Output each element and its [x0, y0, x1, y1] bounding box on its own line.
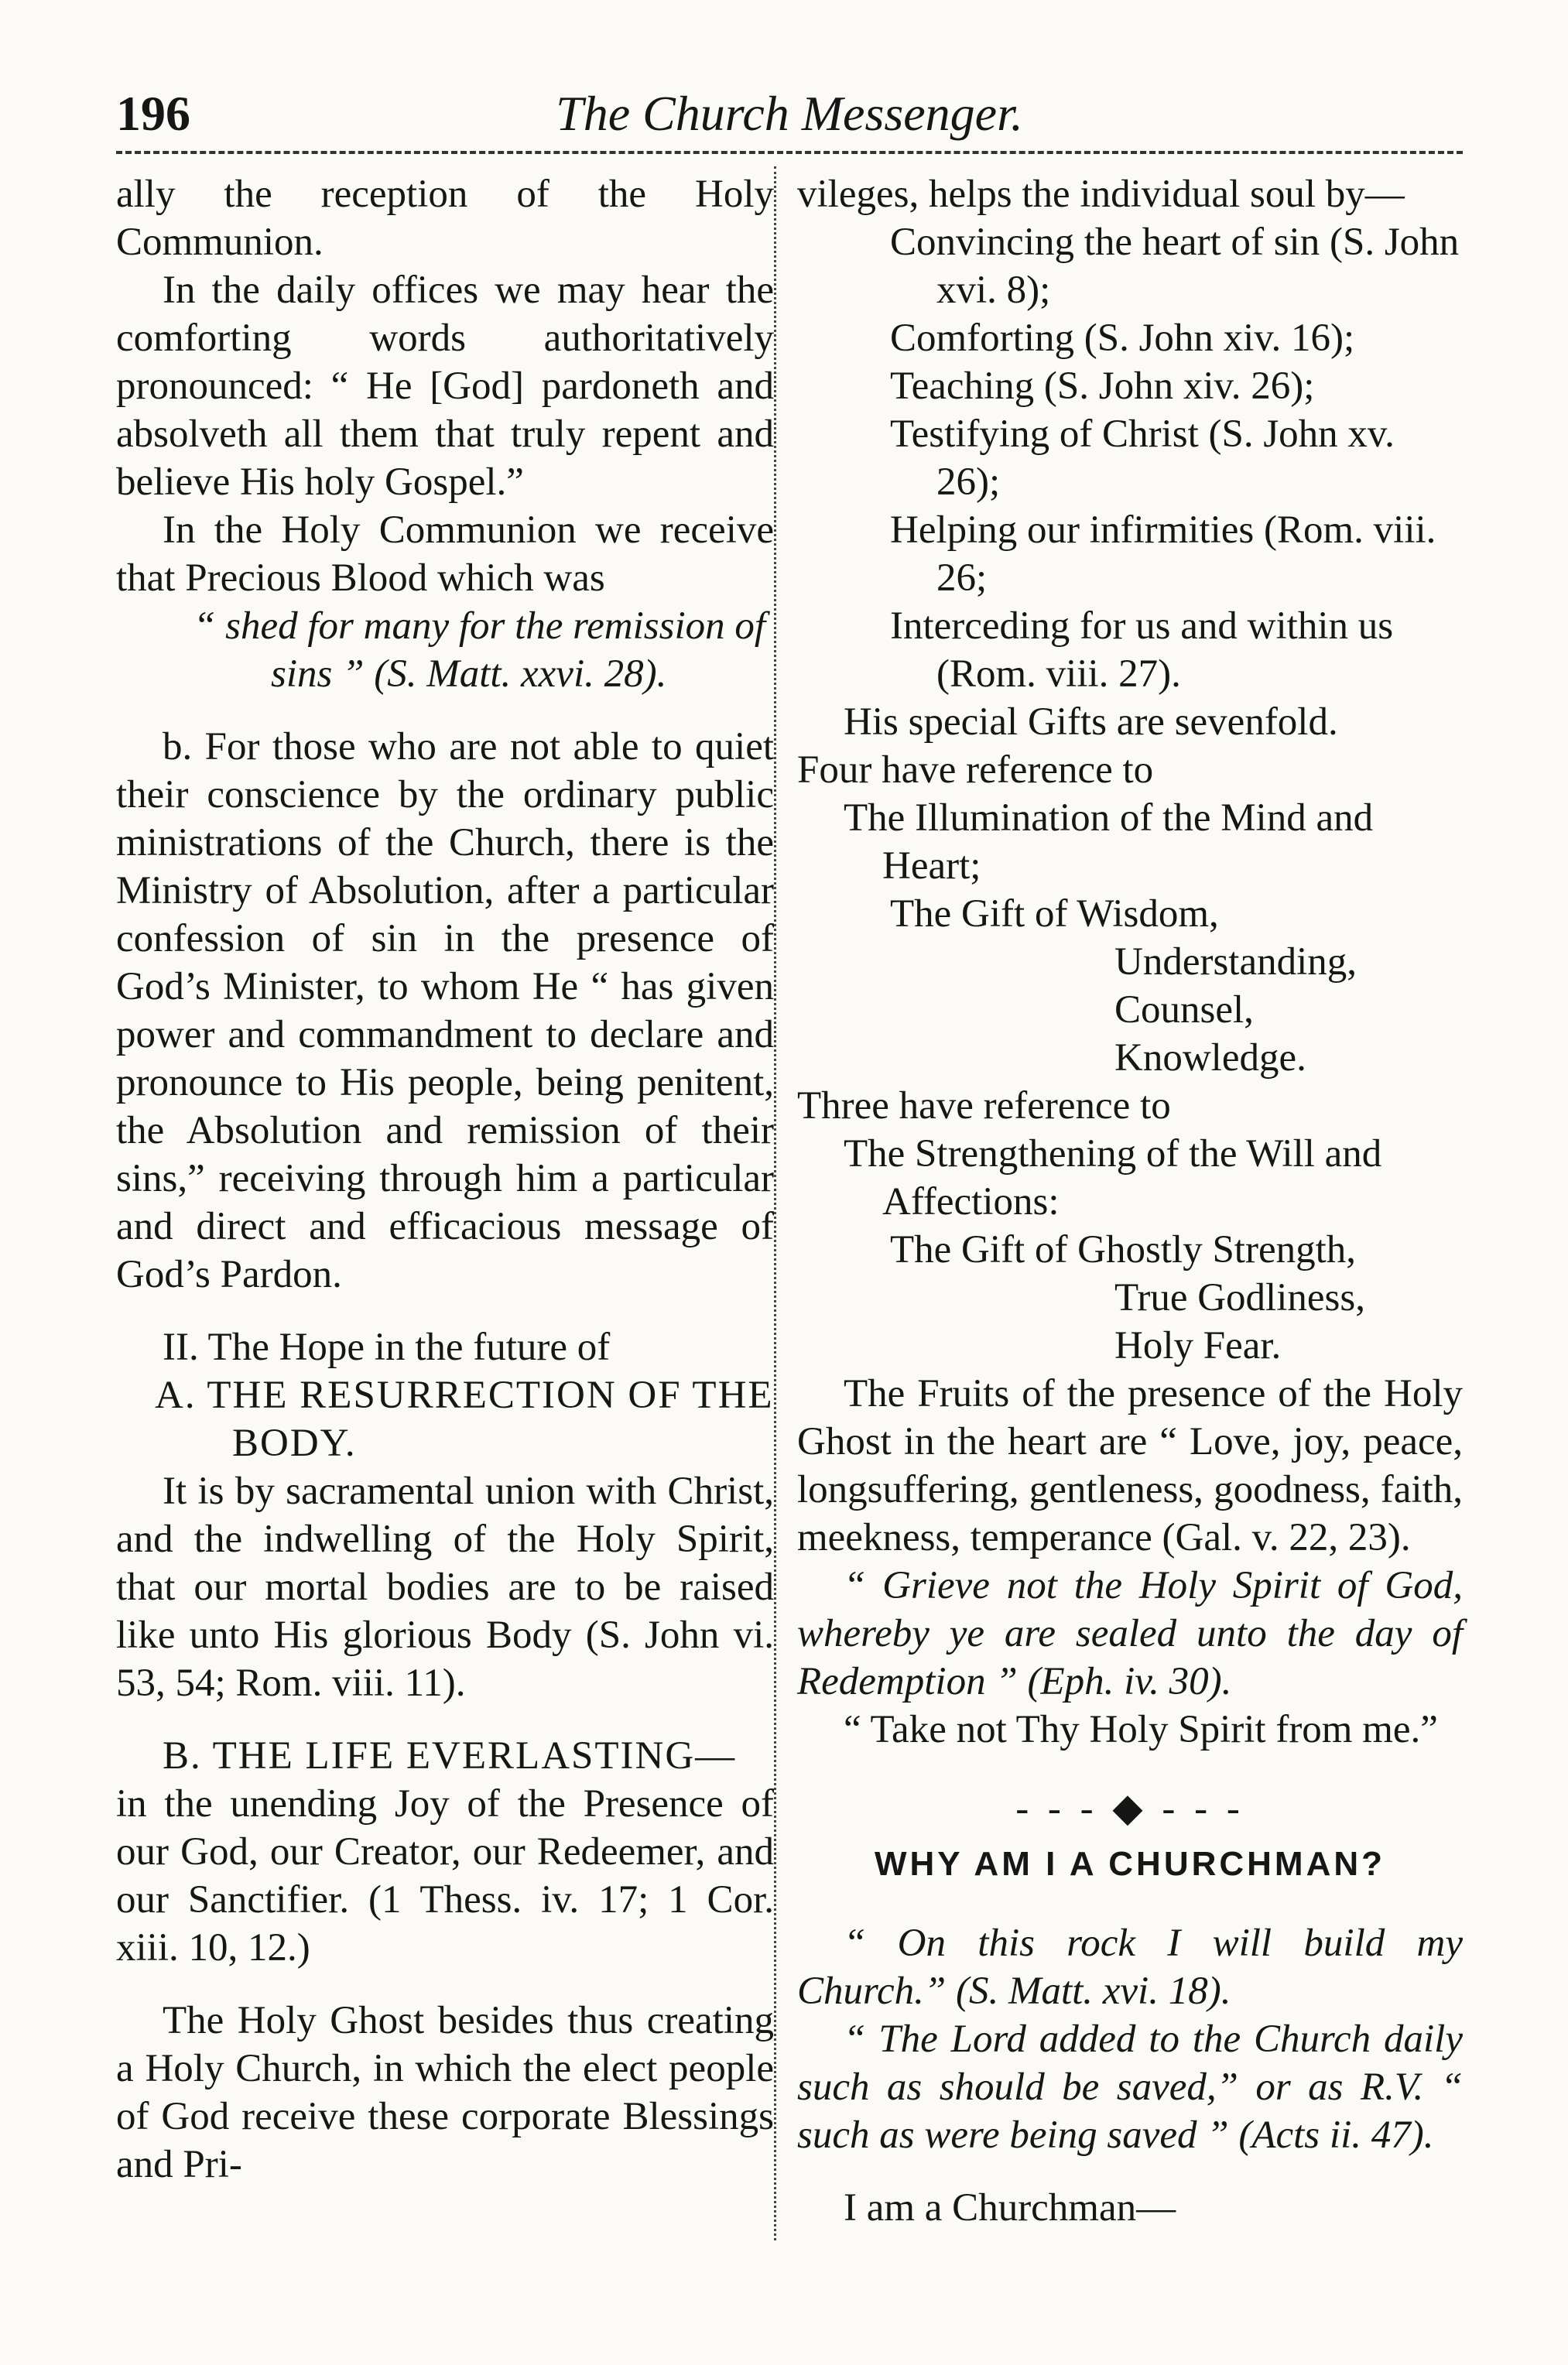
ornament-divider: - - - ◆ - - - — [1015, 1787, 1244, 1830]
list-item: Knowledge. — [1114, 1036, 1306, 1080]
paragraph: Three have reference to — [797, 1084, 1171, 1128]
list-item: The Strengthening of the Will and Affections: — [844, 1132, 1382, 1224]
list-item: Holy Fear. — [1114, 1324, 1282, 1367]
list-item: Comforting (S. John xiv. 16); — [890, 317, 1355, 360]
quotation: “ Take not Thy Holy Spirit from me.” — [844, 1708, 1438, 1751]
list-item: Counsel, — [1114, 988, 1254, 1032]
paragraph: vileges, helps the individual soul by— — [797, 173, 1405, 216]
paragraph: His special Gifts are sevenfold. — [844, 700, 1338, 744]
paragraph: The Fruits of the presence of the Holy Ghost in the heart are “ Love, joy, peace, longsuffering, gentleness, goodness, faith, meekness, temperance (Gal. v. 22, 23). — [797, 1372, 1463, 1559]
list-item: The Gift of Ghostly Strength, — [890, 1228, 1357, 1271]
paragraph: in the unending Joy of the Presence of our God, our Creator, our Redeemer, and our Sanctifier. (1 Thess. iv. 17; 1 Cor. xiii. 10, 12.) — [116, 1782, 774, 1970]
list-item: Teaching (S. John xiv. 26); — [890, 365, 1315, 408]
quotation: “ Grieve not the Holy Spirit of God, whereby ye are sealed unto the day of Redemption ” (Eph. iv. 30). — [797, 1564, 1463, 1703]
subsection-heading: A. THE RESURRECTION OF THE BODY. — [155, 1374, 774, 1465]
list-item: Testifying of Christ (S. John xv. 26); — [890, 412, 1395, 504]
quotation: “ The Lord added to the Church daily such as should be saved,” or as R.V. “ such as were being saved ” (Acts ii. 47). — [797, 2018, 1463, 2157]
paragraph: In the Holy Communion we receive that Precious Blood which was — [116, 508, 774, 600]
paragraph: I am a Churchman— — [844, 2186, 1176, 2230]
list-item: Convincing the heart of sin (S. John xvi. 8); — [890, 221, 1460, 312]
header-rule — [116, 151, 1463, 154]
list-item: The Illumination of the Mind and Heart; — [844, 796, 1374, 888]
list-item: Interceding for us and within us (Rom. viii. 27). — [890, 604, 1394, 696]
list-item: Helping our infirmities (Rom. viii. 26; — [890, 508, 1436, 600]
quotation: “ shed for many for the remission of sins ” (S. Matt. xxvi. 28). — [193, 604, 766, 696]
list-item: The Gift of Wisdom, — [890, 892, 1219, 936]
paragraph: b. For those who are not able to quiet their conscience by the ordinary public ministrations of the Church, there is the Ministry of Absolution, after a particular confession of sin in the presence of God’s Minister, to whom He “ has given power and commandment to declare and pronounce to His people, being penitent, the Absolution and remission of their sins,” receiving through him a particular and direct and efficacious message of God’s Pardon. — [116, 725, 774, 1296]
running-header — [116, 77, 1463, 147]
left-column — [116, 170, 774, 2189]
paragraph: In the daily offices we may hear the comforting words authoritatively pronounced: “ He [God] pardoneth and absolveth all them that truly repent and believe His holy Gospel.” — [116, 269, 774, 504]
running-title: The Church Messenger. — [556, 86, 1023, 141]
column-divider — [774, 166, 776, 2240]
paragraph: The Holy Ghost besides thus creating a Holy Church, in which the elect people of God receive these corporate Blessings and Pri- — [116, 1999, 774, 2186]
list-item: True Godliness, — [1114, 1276, 1365, 1319]
section-heading: II. The Hope in the future of — [163, 1326, 611, 1369]
paragraph: It is by sacramental union with Christ, and the indwelling of the Holy Spirit, that our mortal bodies are to be raised like unto His glorious Body (S. John vi. 53, 54; Rom. viii. 11). — [116, 1470, 774, 1705]
subsection-heading: B. THE LIFE EVERLASTING— — [163, 1734, 737, 1778]
right-column — [797, 170, 1463, 2232]
paragraph: Four have reference to — [797, 748, 1154, 792]
article-title: WHY AM I A CHURCHMAN? — [874, 1845, 1386, 1883]
paragraph: ally the reception of the Holy Communion. — [116, 173, 774, 264]
list-item: Understanding, — [1114, 940, 1357, 984]
page-number: 196 — [116, 86, 190, 141]
quotation: “ On this rock I will build my Church.” (S. Matt. xvi. 18). — [797, 1922, 1463, 2013]
